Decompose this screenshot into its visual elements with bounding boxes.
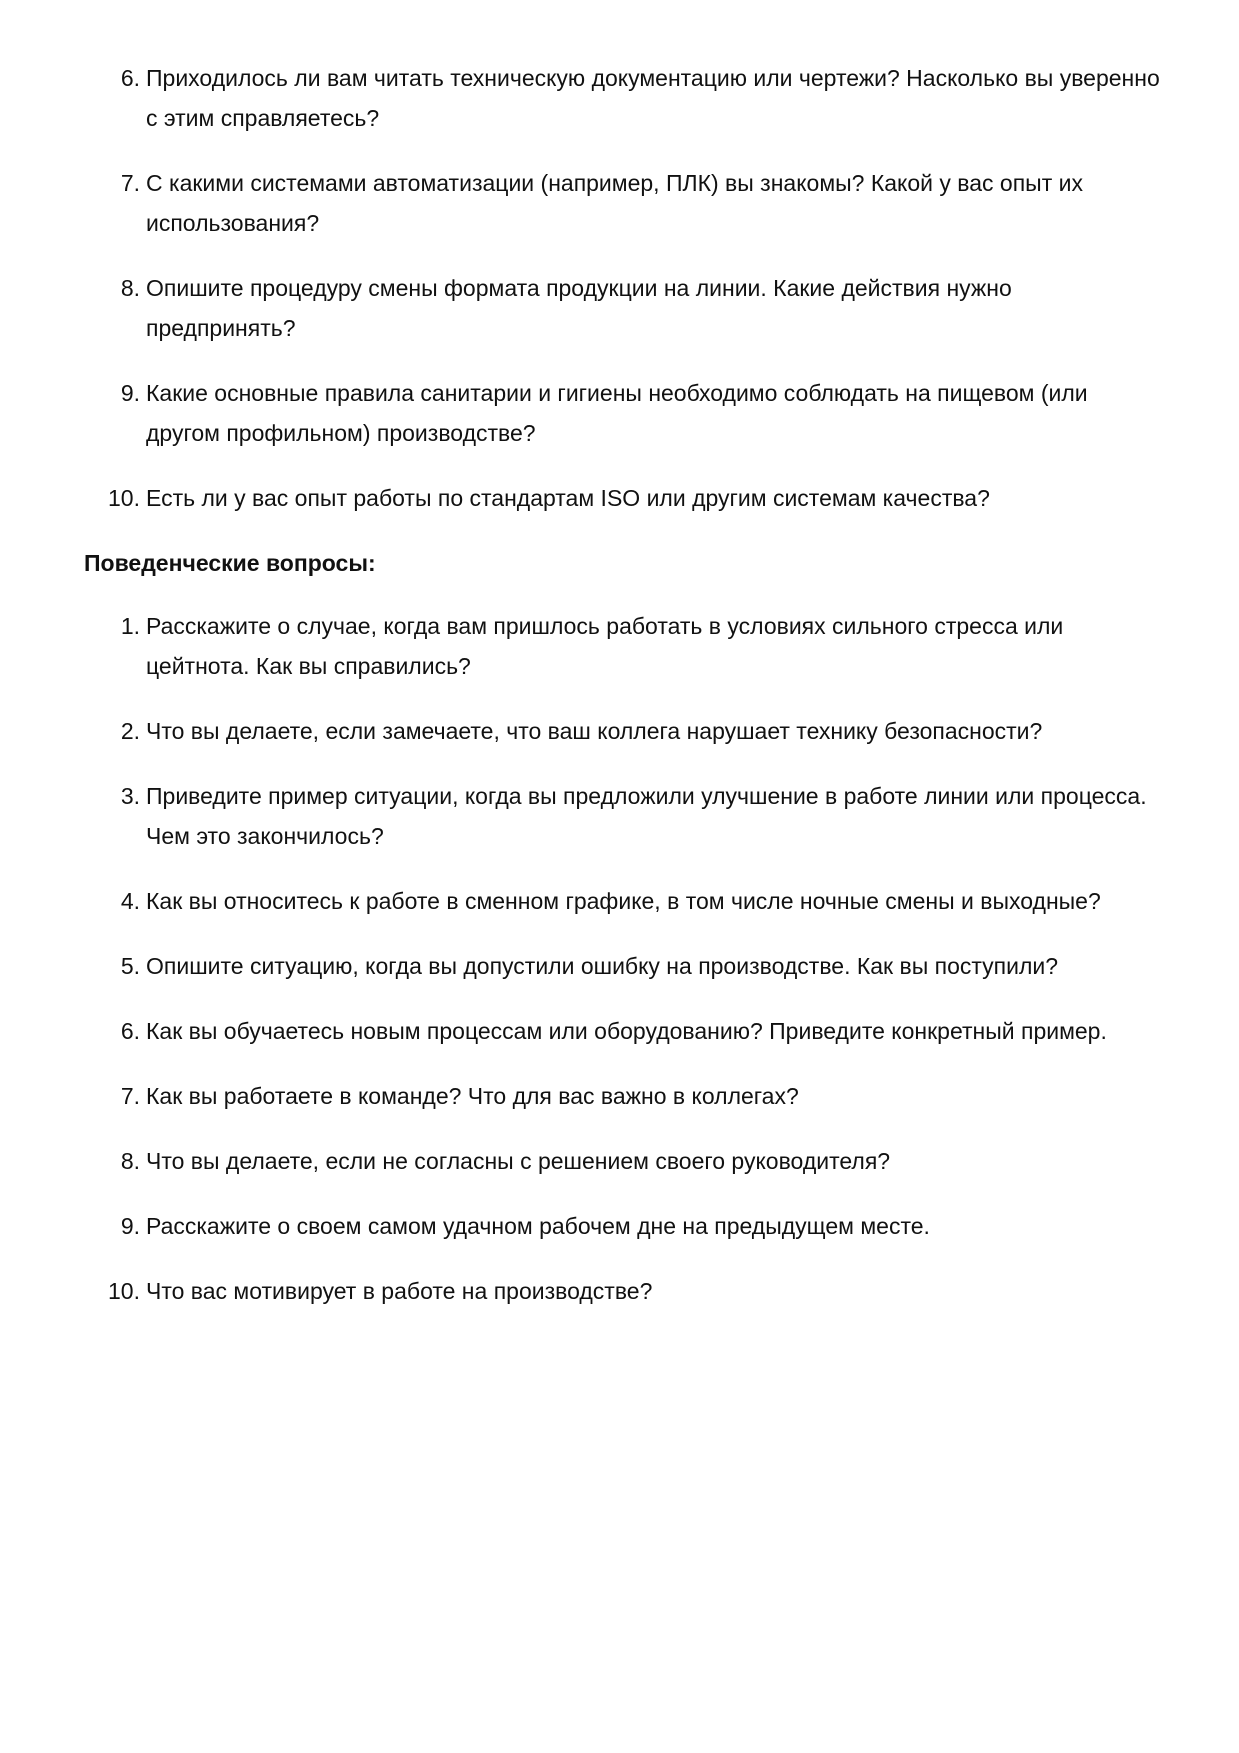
item-number: 9.	[120, 380, 140, 406]
item-number: 2.	[120, 718, 140, 744]
item-text: Что вы делаете, если не согласны с решением своего руководителя?	[146, 1148, 891, 1174]
list-item	[84, 606, 1164, 686]
item-text: Что вас мотивирует в работе на производстве?	[146, 1278, 653, 1304]
item-number: 5.	[120, 953, 140, 979]
behavioral-questions-list	[84, 606, 1164, 1311]
item-number: 9.	[120, 1213, 140, 1239]
list-item	[84, 58, 1164, 138]
list-item	[84, 373, 1164, 453]
item-number: 6.	[120, 65, 140, 91]
item-text: Расскажите о случае, когда вам пришлось работать в условиях сильного стресса или цейтнота. Как вы справились?	[146, 613, 1064, 679]
item-text: Что вы делаете, если замечаете, что ваш коллега нарушает технику безопасности?	[146, 718, 1043, 744]
item-text: Как вы работаете в команде? Что для вас важно в коллегах?	[146, 1083, 799, 1109]
list-item	[84, 1141, 1164, 1181]
list-item	[84, 1206, 1164, 1246]
document-content	[84, 58, 1164, 1336]
item-number: 7.	[120, 170, 140, 196]
item-text: Опишите ситуацию, когда вы допустили ошибку на производстве. Как вы поступили?	[146, 953, 1059, 979]
item-text: Какие основные правила санитарии и гигиены необходимо соблюдать на пищевом (или другом профильном) производстве?	[146, 380, 1088, 446]
list-item	[84, 881, 1164, 921]
list-item	[84, 163, 1164, 243]
section-heading-behavioral: Поведенческие вопросы:	[84, 550, 376, 576]
item-number: 4.	[120, 888, 140, 914]
list-item	[84, 776, 1164, 856]
item-number: 1.	[120, 613, 140, 639]
item-text: Есть ли у вас опыт работы по стандартам ISO или другим системам качества?	[146, 485, 990, 511]
item-text: С какими системами автоматизации (например, ПЛК) вы знакомы? Какой у вас опыт их использования?	[146, 170, 1083, 236]
item-number: 3.	[120, 783, 140, 809]
item-number: 6.	[120, 1018, 140, 1044]
list-item	[84, 1011, 1164, 1051]
list-item	[84, 711, 1164, 751]
item-text: Опишите процедуру смены формата продукции на линии. Какие действия нужно предпринять?	[146, 275, 1012, 341]
list-item	[84, 1271, 1164, 1311]
list-item	[84, 478, 1164, 518]
item-number: 8.	[120, 1148, 140, 1174]
item-text: Как вы относитесь к работе в сменном графике, в том числе ночные смены и выходные?	[146, 888, 1101, 914]
technical-questions-list	[84, 58, 1164, 518]
item-text: Приведите пример ситуации, когда вы предложили улучшение в работе линии или процесса. Чем это закончилось?	[146, 783, 1147, 849]
list-item	[84, 946, 1164, 986]
item-text: Расскажите о своем самом удачном рабочем дне на предыдущем месте.	[146, 1213, 930, 1239]
list-item	[84, 268, 1164, 348]
item-text: Как вы обучаетесь новым процессам или оборудованию? Приведите конкретный пример.	[146, 1018, 1107, 1044]
list-item	[84, 1076, 1164, 1116]
item-text: Приходилось ли вам читать техническую документацию или чертежи? Насколько вы уверенно с этим справляетесь?	[146, 65, 1160, 131]
item-number: 7.	[120, 1083, 140, 1109]
item-number: 10.	[108, 485, 140, 511]
item-number: 8.	[120, 275, 140, 301]
item-number: 10.	[108, 1278, 140, 1304]
